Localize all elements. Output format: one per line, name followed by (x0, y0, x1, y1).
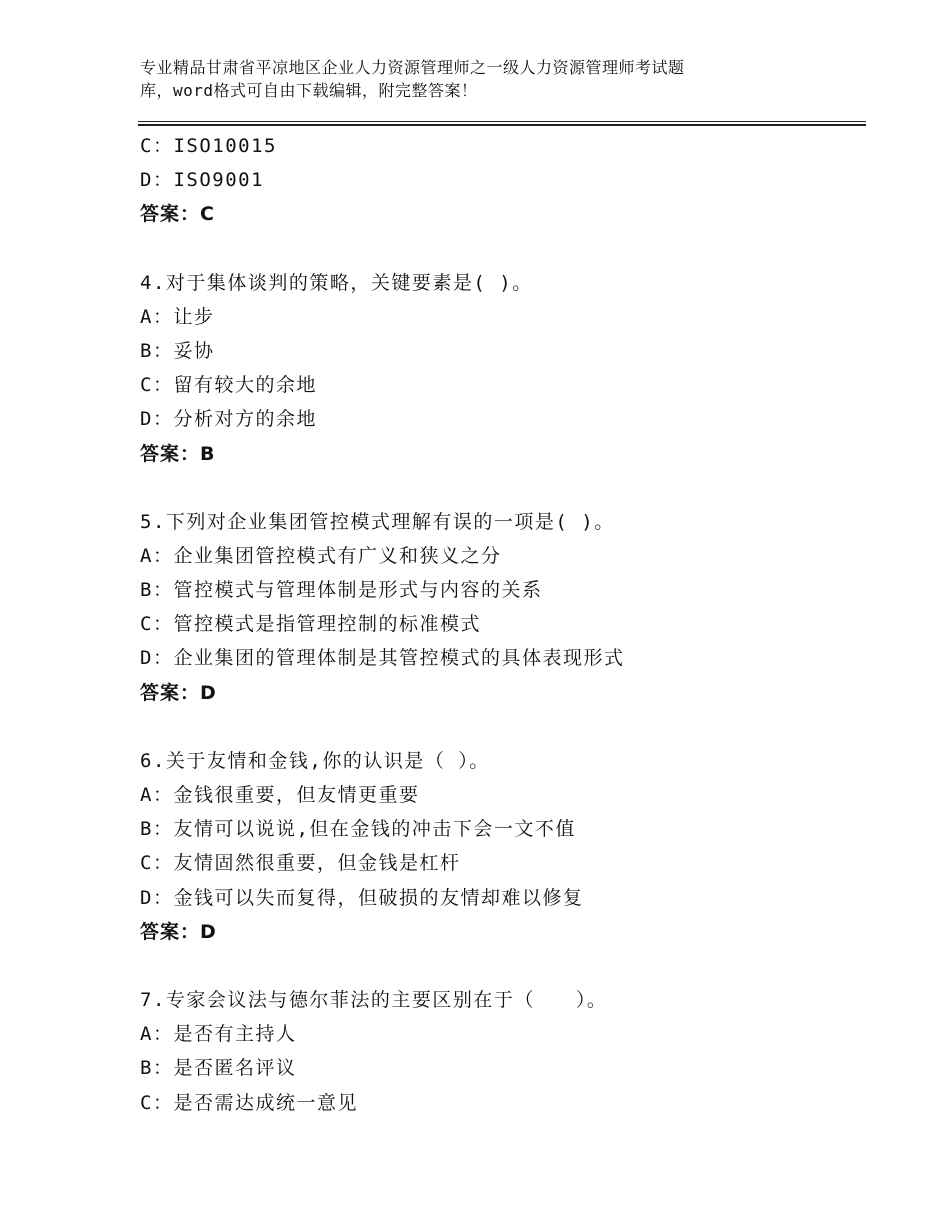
header-rule-thick (138, 124, 866, 126)
option-c: C：ISO10015 (140, 135, 277, 157)
option-d: D：ISO9001 (140, 169, 265, 192)
option-b: B：是否匿名评议 (140, 1057, 297, 1080)
question-3 (140, 129, 860, 232)
header-line-1: 专业精品甘肃省平凉地区企业人力资源管理师之一级人力资源管理师考试题 (140, 58, 685, 77)
question-7 (140, 983, 860, 1120)
document-body (140, 129, 860, 1120)
spacer (140, 710, 860, 744)
option-a: A：让步 (140, 305, 215, 328)
header-rule-thin (138, 121, 866, 122)
option-a: A：企业集团管控模式有广义和狭义之分 (140, 544, 502, 567)
answer-line: 答案：C (140, 203, 215, 226)
option-c: C：友情固然很重要，但金钱是杠杆 (140, 852, 461, 875)
question-text: 4.对于集体谈判的策略，关键要素是( )。 (140, 271, 533, 294)
option-c: C：留有较大的余地 (140, 374, 317, 397)
question-text: 6.关于友情和金钱,你的认识是（ ）。 (140, 749, 490, 772)
spacer (140, 232, 860, 266)
question-4 (140, 266, 860, 471)
option-c: C：管控模式是指管理控制的标准模式 (140, 613, 481, 636)
answer-line: 答案：B (140, 442, 216, 465)
option-c: C：是否需达成统一意见 (140, 1091, 358, 1114)
question-5 (140, 505, 860, 710)
spacer (140, 949, 860, 983)
question-text: 7.专家会议法与德尔菲法的主要区别在于（ ）。 (140, 988, 608, 1011)
option-d: D：企业集团的管理体制是其管控模式的具体表现形式 (140, 647, 625, 670)
option-d: D：金钱可以失而复得，但破损的友情却难以修复 (140, 886, 584, 909)
option-a: A：金钱很重要，但友情更重要 (140, 784, 420, 806)
option-a: A：是否有主持人 (140, 1023, 297, 1046)
answer-line: 答案：D (140, 681, 217, 704)
option-b: B：管控模式与管理体制是形式与内容的关系 (140, 579, 543, 602)
spacer (140, 471, 860, 505)
option-b: B：妥协 (140, 339, 215, 362)
option-d: D：分析对方的余地 (140, 408, 317, 431)
question-6 (140, 744, 860, 949)
option-b: B：友情可以说说,但在金钱的冲击下会一文不值 (140, 818, 576, 841)
document-header (140, 56, 780, 102)
header-line-2: 库，word格式可自由下载编辑，附完整答案！ (140, 81, 478, 100)
answer-line: 答案：D (140, 920, 217, 943)
question-text: 5.下列对企业集团管控模式理解有误的一项是( )。 (140, 510, 615, 533)
